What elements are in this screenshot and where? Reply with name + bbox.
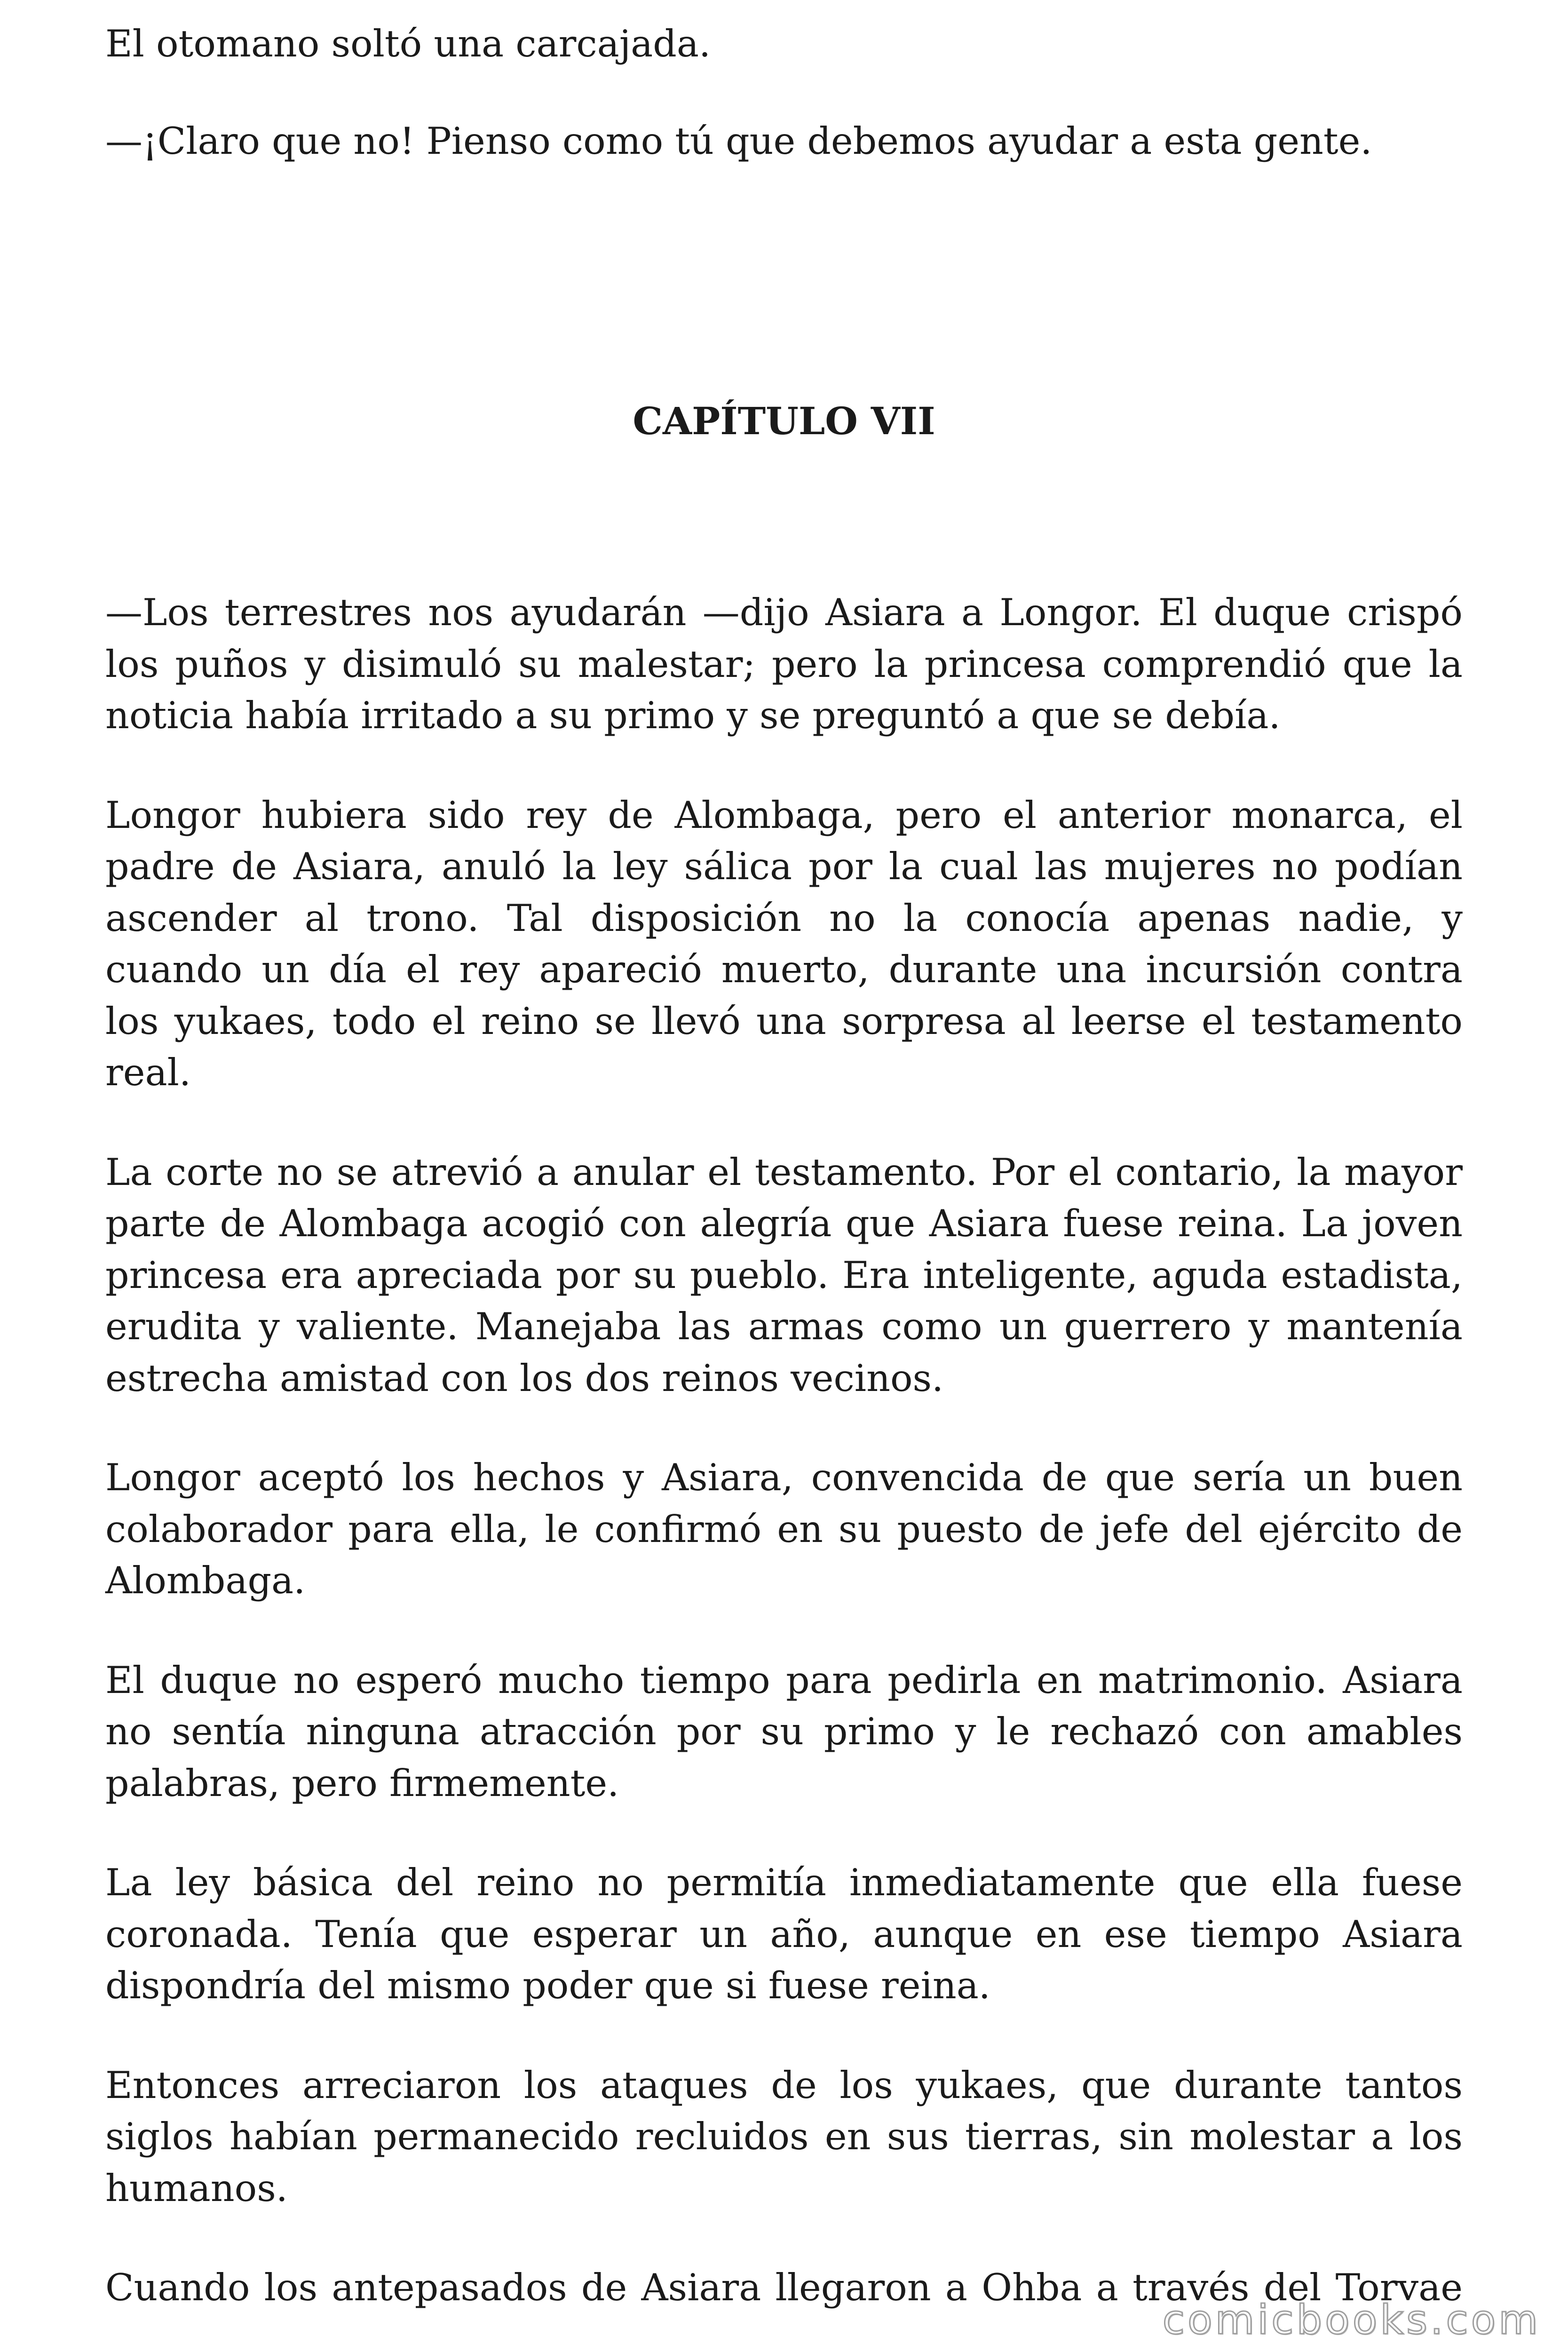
paragraph <box>105 790 1463 1099</box>
text-line: los yukaes, todo el reino se llevó una sorpresa al leerse el testamento <box>105 999 1463 1043</box>
paragraph <box>105 1147 1463 1405</box>
text-line: La corte no se atrevió a anular el testamento. Por el contario, la mayor <box>105 1150 1463 1194</box>
paragraph <box>105 1655 1463 1810</box>
text-line: estrecha amistad con los dos reinos vecinos. <box>105 1356 944 1400</box>
text-line: Cuando los antepasados de Asiara llegaron a Ohba a través del Torvae <box>105 2266 1463 2309</box>
chapter-title: CAPÍTULO VII <box>633 399 935 443</box>
paragraph <box>105 1452 1463 1607</box>
chapter-body <box>105 587 1463 2352</box>
text-line: los puños y disimuló su malestar; pero la princesa comprendió que la <box>105 642 1463 686</box>
paragraph <box>105 587 1463 742</box>
text-line: El duque no esperó mucho tiempo para pedirla en matrimonio. Asiara <box>105 1658 1463 1702</box>
paragraph <box>105 2060 1463 2215</box>
text-line: Entonces arreciaron los ataques de los yukaes, que durante tantos <box>105 2063 1463 2107</box>
text-line: Alombaga. <box>105 1559 306 1602</box>
text-line: palabras, pero firmemente. <box>105 1761 619 1805</box>
text-line: humanos. <box>105 2166 288 2210</box>
text-line: ascender al trono. Tal disposición no la conocía apenas nadie, y <box>105 896 1463 940</box>
text-line: —Los terrestres nos ayudarán —dijo Asiara a Longor. El duque crispó <box>105 591 1463 634</box>
text-line: La ley básica del reino no permitía inmediatamente que ella fuese <box>105 1861 1463 1904</box>
text-line: colaborador para ella, le confirmó en su puesto de jefe del ejército de <box>105 1507 1463 1551</box>
text-line: princesa era apreciada por su pueblo. Era inteligente, aguda estadista, <box>105 1253 1463 1297</box>
text-line: Longor hubiera sido rey de Alombaga, pero el anterior monarca, el <box>105 793 1463 837</box>
text-line: noticia había irritado a su primo y se preguntó a que se debía. <box>105 694 1281 737</box>
text-line: siglos habían permanecido recluidos en sus tierras, sin molestar a los <box>105 2115 1463 2158</box>
text-line: cuando un día el rey apareció muerto, durante una incursión contra <box>105 948 1463 991</box>
text-line: real. <box>105 1051 191 1094</box>
text-line: erudita y valiente. Manejaba las armas como un guerrero y mantenía <box>105 1305 1463 1348</box>
paragraph <box>105 1857 1463 2012</box>
text-line: dispondría del mismo poder que si fuese reina. <box>105 1964 990 2007</box>
text-line: coronada. Tenía que esperar un año, aunque en ese tiempo Asiara <box>105 1912 1463 1956</box>
watermark: comicbooks.com <box>1162 2296 1541 2344</box>
text-line: parte de Alombaga acogió con alegría que Asiara fuese reina. La joven <box>105 1202 1463 1245</box>
text-line: Longor aceptó los hechos y Asiara, convencida de que sería un buen <box>105 1456 1463 1499</box>
intro-line-2: —¡Claro que no! Pienso como tú que debemos ayudar a esta gente. <box>105 119 1372 163</box>
intro-line-1: El otomano soltó una carcajada. <box>105 22 711 65</box>
text-line: no sentía ninguna atracción por su primo y le rechazó con amables <box>105 1710 1463 1753</box>
text-line: padre de Asiara, anuló la ley sálica por la cual las mujeres no podían <box>105 845 1463 888</box>
